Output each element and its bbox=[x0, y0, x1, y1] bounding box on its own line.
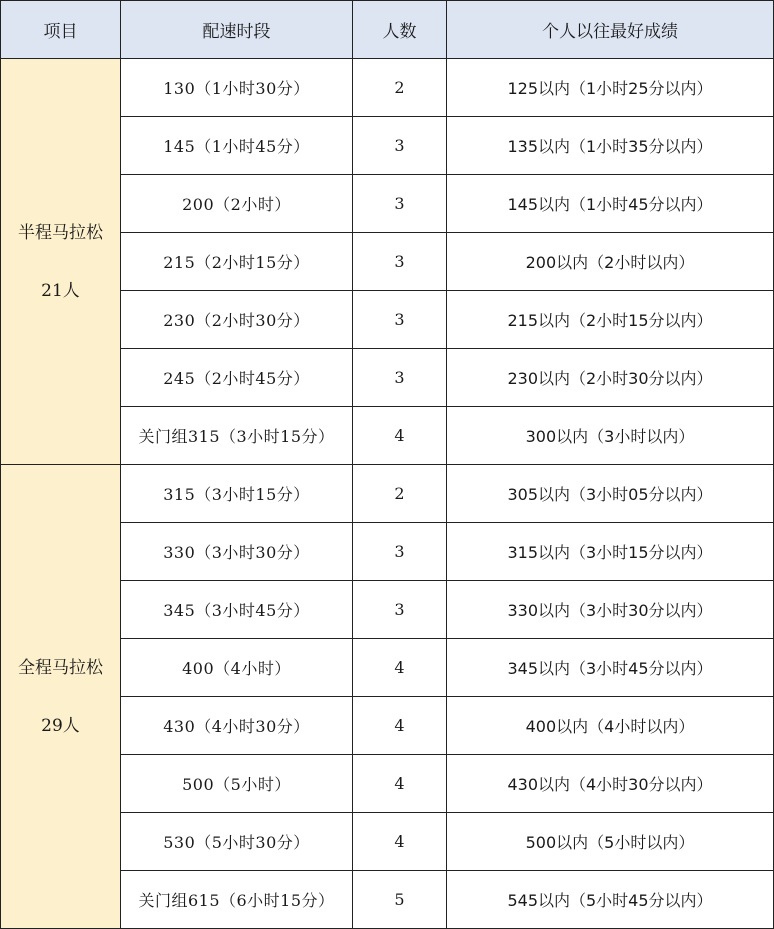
count-cell: 3 bbox=[353, 175, 447, 233]
best-cell: 500以内（5小时以内） bbox=[447, 813, 774, 871]
table-body bbox=[1, 59, 774, 929]
count-cell: 3 bbox=[353, 523, 447, 581]
pace-cell: 345（3小时45分） bbox=[121, 581, 353, 639]
best-cell: 145以内（1小时45分以内） bbox=[447, 175, 774, 233]
count-cell: 3 bbox=[353, 291, 447, 349]
best-cell: 300以内（3小时以内） bbox=[447, 407, 774, 465]
pace-cell: 关门组315（3小时15分） bbox=[121, 407, 353, 465]
count-cell: 2 bbox=[353, 465, 447, 523]
count-cell: 3 bbox=[353, 233, 447, 291]
best-cell: 400以内（4小时以内） bbox=[447, 697, 774, 755]
best-cell: 305以内（3小时05分以内） bbox=[447, 465, 774, 523]
pace-cell: 245（2小时45分） bbox=[121, 349, 353, 407]
count-cell: 4 bbox=[353, 755, 447, 813]
count-cell: 5 bbox=[353, 871, 447, 929]
category-cell bbox=[1, 465, 121, 929]
count-cell: 4 bbox=[353, 639, 447, 697]
count-cell: 2 bbox=[353, 59, 447, 117]
pace-cell: 145（1小时45分） bbox=[121, 117, 353, 175]
pace-cell: 330（3小时30分） bbox=[121, 523, 353, 581]
pace-cell: 215（2小时15分） bbox=[121, 233, 353, 291]
table-row bbox=[1, 465, 774, 523]
pace-cell: 200（2小时） bbox=[121, 175, 353, 233]
category-name: 全程马拉松 bbox=[18, 657, 103, 678]
header-category: 项目 bbox=[1, 1, 121, 59]
best-cell: 135以内（1小时35分以内） bbox=[447, 117, 774, 175]
header-best: 个人以往最好成绩 bbox=[447, 1, 774, 59]
best-cell: 330以内（3小时30分以内） bbox=[447, 581, 774, 639]
best-cell: 315以内（3小时15分以内） bbox=[447, 523, 774, 581]
best-cell: 345以内（3小时45分以内） bbox=[447, 639, 774, 697]
best-cell: 430以内（4小时30分以内） bbox=[447, 755, 774, 813]
pace-cell: 315（3小时15分） bbox=[121, 465, 353, 523]
table-row bbox=[1, 59, 774, 117]
count-cell: 3 bbox=[353, 349, 447, 407]
header-count: 人数 bbox=[353, 1, 447, 59]
pace-cell: 500（5小时） bbox=[121, 755, 353, 813]
category-name: 半程马拉松 bbox=[18, 222, 103, 243]
pace-cell: 关门组615（6小时15分） bbox=[121, 871, 353, 929]
category-cell bbox=[1, 59, 121, 465]
pace-cell: 230（2小时30分） bbox=[121, 291, 353, 349]
count-cell: 4 bbox=[353, 813, 447, 871]
category-total: 21人 bbox=[41, 280, 80, 301]
category-total: 29人 bbox=[41, 715, 80, 736]
pace-cell: 430（4小时30分） bbox=[121, 697, 353, 755]
count-cell: 4 bbox=[353, 697, 447, 755]
pace-cell: 400（4小时） bbox=[121, 639, 353, 697]
best-cell: 545以内（5小时45分以内） bbox=[447, 871, 774, 929]
header-pace: 配速时段 bbox=[121, 1, 353, 59]
pace-cell: 530（5小时30分） bbox=[121, 813, 353, 871]
best-cell: 200以内（2小时以内） bbox=[447, 233, 774, 291]
count-cell: 3 bbox=[353, 581, 447, 639]
best-cell: 215以内（2小时15分以内） bbox=[447, 291, 774, 349]
header-row bbox=[1, 1, 774, 59]
count-cell: 4 bbox=[353, 407, 447, 465]
best-cell: 125以内（1小时25分以内） bbox=[447, 59, 774, 117]
count-cell: 3 bbox=[353, 117, 447, 175]
pace-cell: 130（1小时30分） bbox=[121, 59, 353, 117]
best-cell: 230以内（2小时30分以内） bbox=[447, 349, 774, 407]
